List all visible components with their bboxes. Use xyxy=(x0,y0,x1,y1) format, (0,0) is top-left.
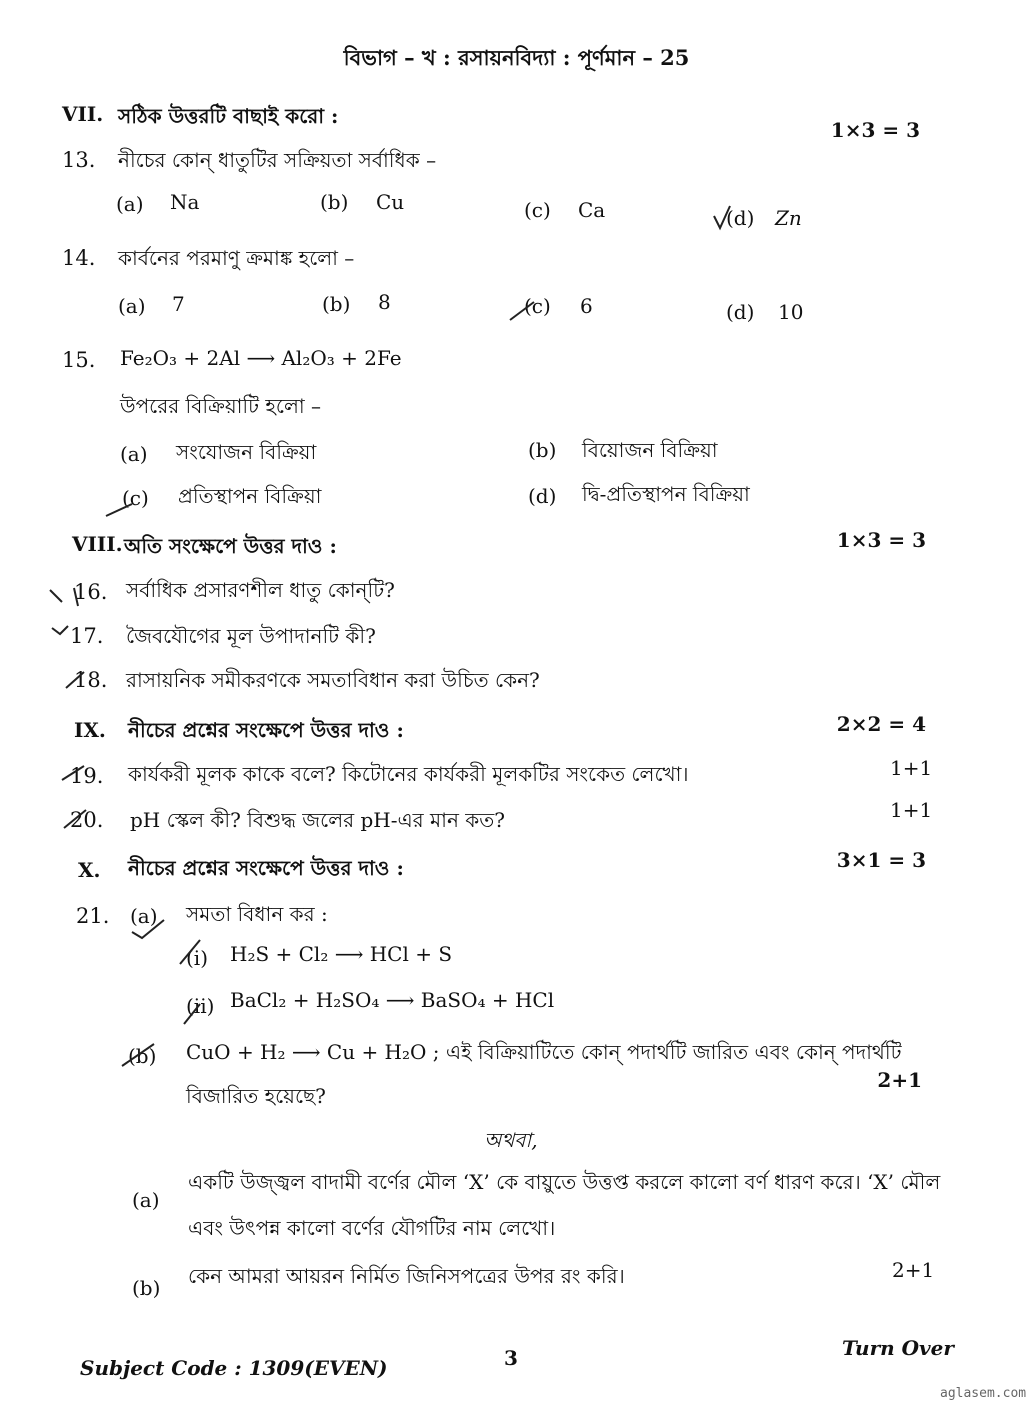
q17-number: 17. xyxy=(70,624,104,648)
section-ix-number: IX. xyxy=(74,718,106,742)
q21-a-ii-label: (ii) xyxy=(186,994,215,1018)
handwritten-tick-mark xyxy=(180,1000,204,1028)
q15-text: উপরের বিক্রিয়াটি হলো – xyxy=(120,394,322,418)
q17-text: জৈবযৌগের মূল উপাদানটি কী? xyxy=(126,624,376,648)
q21-alt-a-line1: একটি উজ্জ্বল বাদামী বর্ণের মৌল ‘X’ কে বায়ুতে উত্তপ্ত করলে কালো বর্ণ ধারণ করে। ‘X’ মৌল xyxy=(188,1170,941,1194)
section-vii-heading: সঠিক উত্তরটি বাছাই করো : xyxy=(118,104,339,128)
watermark: aglasem.com xyxy=(940,1386,1027,1401)
q15-equation: Fe₂O₃ + 2Al ⟶ Al₂O₃ + 2Fe xyxy=(120,346,402,370)
section-vii-number: VII. xyxy=(62,102,104,126)
q13-option-b-text: Cu xyxy=(376,190,405,214)
q13-option-d-label: (d) xyxy=(726,206,755,230)
turn-over: Turn Over xyxy=(842,1336,954,1360)
q13-option-c-text: Ca xyxy=(578,198,606,222)
handwritten-tick-mark xyxy=(104,496,134,520)
section-viii-marks: 1×3 = 3 xyxy=(836,528,926,552)
q19-marks: 1+1 xyxy=(890,756,933,780)
q14-option-c-label: (c) xyxy=(524,294,551,318)
q15-option-d-label: (d) xyxy=(528,484,557,508)
q20-number: 20. xyxy=(70,808,104,832)
q16-number: 16. xyxy=(74,580,108,604)
section-x-heading: নীচের প্রশ্নের সংক্ষেপে উত্তর দাও : xyxy=(128,856,404,880)
section-vii-marks: 1×3 = 3 xyxy=(830,118,920,142)
q21-a-text: সমতা বিধান কর : xyxy=(186,902,328,926)
q14-text: কার্বনের পরমাণু ক্রমাঙ্ক হলো – xyxy=(118,246,355,270)
q15-option-b-text: বিয়োজন বিক্রিয়া xyxy=(582,438,718,462)
q21-alt-marks: 2+1 xyxy=(892,1258,935,1282)
q20-marks: 1+1 xyxy=(890,798,933,822)
q14-option-a-text: 7 xyxy=(172,292,185,316)
q21-alt-a-line2: এবং উৎপন্ন কালো বর্ণের যৌগটির নাম লেখো। xyxy=(188,1216,556,1240)
section-viii-heading: অতি সংক্ষেপে উত্তর দাও : xyxy=(124,534,337,558)
q21-a-i-label: (i) xyxy=(186,946,209,970)
q15-option-a-text: সংযোজন বিক্রিয়া xyxy=(176,440,317,464)
q19-number: 19. xyxy=(70,764,104,788)
section-ix-heading: নীচের প্রশ্নের সংক্ষেপে উত্তর দাও : xyxy=(128,718,404,742)
q14-option-b-label: (b) xyxy=(322,292,351,316)
handwritten-tick-mark xyxy=(130,918,166,940)
q18-text: রাসায়নিক সমীকরণকে সমতাবিধান করা উচিত কেন? xyxy=(126,668,540,692)
q15-option-d-text: দ্বি-প্রতিস্থাপন বিক্রিয়া xyxy=(582,482,750,506)
q13-text: নীচের কোন্ ধাতুটির সক্রিয়তা সর্বাধিক – xyxy=(118,148,437,172)
handwritten-tick-mark xyxy=(64,670,86,692)
page-number: 3 xyxy=(504,1346,518,1370)
q13-number: 13. xyxy=(62,148,96,172)
section-ix-marks: 2×2 = 4 xyxy=(836,712,926,736)
q21-alt-b-text: কেন আমরা আয়রন নির্মিত জিনিসপত্রের উপর রং করি। xyxy=(188,1264,625,1288)
handwritten-tick-mark xyxy=(508,298,536,324)
q21-number: 21. xyxy=(76,904,110,928)
handwritten-tick-mark xyxy=(62,806,88,832)
q21-b-label: (b) xyxy=(128,1044,157,1068)
q14-option-a-label: (a) xyxy=(118,294,146,318)
q19-text: কার্যকরী মূলক কাকে বলে? কিটোনের কার্যকরী মূলকটির সংকেত লেখো। xyxy=(128,762,689,786)
q15-option-b-label: (b) xyxy=(528,438,557,462)
q15-number: 15. xyxy=(62,348,96,372)
q13-option-d-text: Zn xyxy=(775,206,802,230)
q14-option-c-text: 6 xyxy=(580,294,593,318)
q15-option-a-label: (a) xyxy=(120,442,148,466)
handwritten-tick-mark xyxy=(710,204,734,232)
handwritten-tick-mark xyxy=(48,586,88,614)
section-viii-number: VIII. xyxy=(72,532,123,556)
or-separator: অথবা, xyxy=(484,1128,538,1152)
q14-number: 14. xyxy=(62,246,96,270)
q14-option-b-text: 8 xyxy=(378,290,391,314)
handwritten-tick-mark xyxy=(50,624,72,640)
q18-number: 18. xyxy=(74,668,108,692)
q21-alt-b-label: (b) xyxy=(132,1276,161,1300)
q21-a-ii-equation: BaCl₂ + H₂SO₄ ⟶ BaSO₄ + HCl xyxy=(230,988,555,1012)
q13-option-c-label: (c) xyxy=(524,198,551,222)
q21-alt-a-label: (a) xyxy=(132,1188,160,1212)
q13-option-a-label: (a) xyxy=(116,192,144,216)
q15-option-c-text: প্রতিস্থাপন বিক্রিয়া xyxy=(178,484,322,508)
q21-b-line1: CuO + H₂ ⟶ Cu + H₂O ; এই বিক্রিয়াটিতে কোন্ পদার্থটি জারিত এবং কোন্ পদার্থটি xyxy=(186,1040,902,1064)
subject-code: Subject Code : 1309(EVEN) xyxy=(80,1356,388,1380)
q15-option-c-label: (c) xyxy=(122,486,149,510)
q14-option-d-text: 10 xyxy=(778,300,804,324)
q14-option-d-label: (d) xyxy=(726,300,755,324)
q21-a-label: (a) xyxy=(130,904,158,928)
q13-option-a-text: Na xyxy=(170,190,200,214)
handwritten-tick-mark xyxy=(118,1040,158,1070)
q13-option-b-label: (b) xyxy=(320,190,349,214)
handwritten-tick-mark xyxy=(60,762,86,784)
q20-text: pH স্কেল কী? বিশুদ্ধ জলের pH-এর মান কত? xyxy=(130,808,505,832)
handwritten-tick-mark xyxy=(176,938,209,970)
q21-b-line2: বিজারিত হয়েছে? xyxy=(186,1084,326,1108)
q21-marks: 2+1 xyxy=(877,1068,922,1092)
q16-text: সর্বাধিক প্রসারণশীল ধাতু কোন্‌টি? xyxy=(126,578,395,602)
section-x-marks: 3×1 = 3 xyxy=(836,848,926,872)
q21-a-i-equation: H₂S + Cl₂ ⟶ HCl + S xyxy=(230,942,453,966)
page-title: বিভাগ – খ : রসায়নবিদ্যা : পূর্ণমান – 25 xyxy=(343,45,690,70)
section-x-number: X. xyxy=(78,858,101,882)
